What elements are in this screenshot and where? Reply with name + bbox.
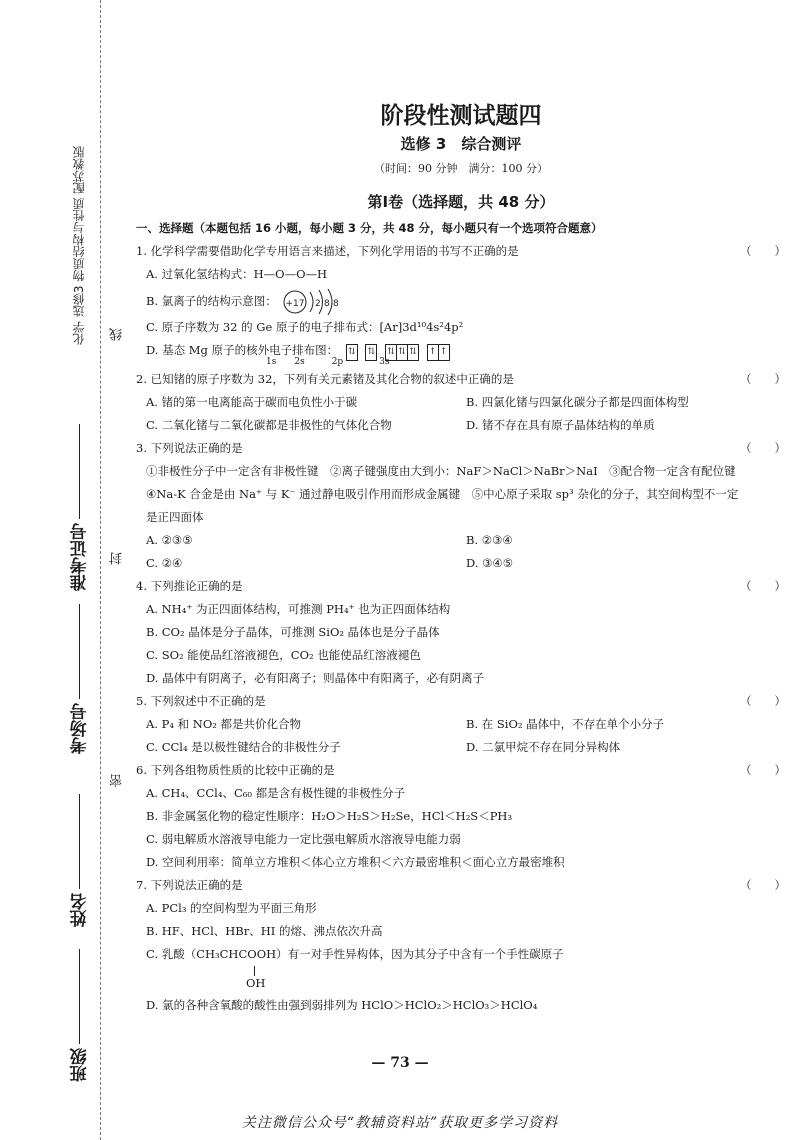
nucleus-charge: +17 (285, 299, 305, 309)
answer-blank[interactable]: （ ） (740, 579, 786, 593)
option-a: A. P₄ 和 NO₂ 都是共价化合物 (146, 717, 302, 731)
question-2 (136, 368, 786, 391)
option-d-text: D. 基态 Mg 原子的核外电子排布图： (146, 343, 339, 357)
question-stem: 6. 下列各组物质性质的比较中正确的是 (136, 763, 335, 777)
answer-blank[interactable]: （ ） (740, 694, 786, 708)
option-b: B. ②③④ (466, 533, 513, 547)
question-6 (136, 759, 786, 782)
exam-meta: （时间：90 分钟 满分：100 分） (374, 162, 548, 175)
chlorine-ion-diagram (282, 288, 342, 316)
page-subtitle: 选修 3 综合测评 (400, 135, 522, 153)
footer-note: 关注微信公众号“教辅资料站”获取更多学习资料 (241, 1115, 559, 1131)
question-stem: 3. 下列说法正确的是 (136, 441, 243, 455)
field-exam-id-label: 准考证号 (70, 523, 91, 591)
spine-text: 化学 选修3 物质结构与性质 配苏教版 (72, 145, 86, 345)
option-b-text: B. 氯离子的结构示意图： (146, 294, 277, 308)
field-class-label: 班级 (70, 1048, 91, 1082)
statement-line: 是正四面体 (146, 510, 204, 524)
field-exam-room-line[interactable] (80, 604, 81, 699)
page-title: 阶段性测试题四 (380, 103, 542, 129)
question-stem: 2. 已知锗的原子序数为 32，下列有关元素锗及其化合物的叙述中正确的是 (136, 372, 514, 386)
shell-3-count: 8 (333, 299, 340, 309)
option-d: D. ③④⑤ (466, 556, 514, 570)
field-exam-id-line[interactable] (80, 424, 81, 519)
question-5 (136, 690, 786, 713)
question-stem: 7. 下列说法正确的是 (136, 878, 243, 892)
option-b: B. CO₂ 晶体是分子晶体，可推测 SiO₂ 晶体也是分子晶体 (146, 625, 440, 639)
field-class-line[interactable] (80, 949, 81, 1044)
lactic-acid-oh-branch (136, 966, 786, 994)
option-b: B. HF、HCl、HBr、HI 的熔、沸点依次升高 (146, 924, 383, 938)
option-b (136, 286, 786, 316)
field-name-line[interactable] (80, 794, 81, 889)
answer-blank[interactable]: （ ） (740, 763, 786, 777)
option-b: B. 四氯化锗与四氯化碳分子都是四面体构型 (466, 395, 689, 409)
question-stem: 4. 下列推论正确的是 (136, 579, 243, 593)
option-c: C. 乳酸（CH₃CHCOOH）有一对手性异构体，因为其分子中含有一个手性碳原子 (146, 947, 564, 961)
seal-feng: 封 (110, 552, 125, 565)
section-heading: 一、选择题（本题包括 16 小题，每小题 3 分，共 48 分，每小题只有一个选项符合题意） (136, 221, 603, 235)
option-a: A. NH₄⁺ 为正四面体结构，可推测 PH₄⁺ 也为正四面体结构 (146, 602, 451, 616)
option-a: A. 过氧化氢结构式：H—O—O—H (146, 267, 328, 281)
orbital-1s: ⇅ (346, 344, 358, 361)
question-7 (136, 874, 786, 897)
oh-group: OH (246, 976, 266, 990)
option-a: A. 锗的第一电离能高于碳而电负性小于碳 (146, 395, 358, 409)
orbital-2s: ⇅ (365, 344, 377, 361)
option-c: C. 二氧化锗与二氧化碳都是非极性的气体化合物 (146, 418, 392, 432)
seal-mi: 密 (110, 774, 125, 787)
question-4 (136, 575, 786, 598)
atom-structure-icon (282, 288, 342, 316)
option-d: D. 晶体中有阴离子，必有阳离子；则晶体中有阳离子，必有阴离子 (146, 671, 485, 685)
orbital-labels: 1s 2s 2p 3s (266, 357, 390, 367)
statement-line: ④Na-K 合金是由 Na⁺ 与 K⁻ 通过静电吸引作用而形成金属键 ⑤中心原子采取 sp³ 杂化的分子，其空间构型不一定 (146, 487, 739, 501)
options-row (136, 414, 786, 437)
option-a: A. CH₄、CCl₄、C₆₀ 都是含有极性键的非极性分子 (146, 786, 406, 800)
option-a: A. PCl₃ 的空间构型为平面三角形 (146, 901, 317, 915)
field-exam-room-label: 考场号 (70, 703, 91, 754)
page-number: — 73 — (371, 1055, 429, 1071)
field-name-label: 姓名 (70, 893, 91, 927)
question-3 (136, 437, 786, 460)
bond-line (254, 966, 255, 976)
option-d: D. 氯的各种含氧酸的酸性由强到弱排列为 HClO＞HClO₂＞HClO₃＞HClO₄ (146, 998, 538, 1012)
binding-line (100, 0, 102, 1140)
options-row (136, 391, 786, 414)
orbital-3s: ↑ ↑ (427, 344, 450, 361)
option-d: D. 锗不存在具有原子晶体结构的单质 (466, 418, 655, 432)
question-stem: 5. 下列叙述中不正确的是 (136, 694, 266, 708)
options-row (136, 713, 786, 736)
field-exam-room (60, 600, 100, 754)
option-d: D. 空间利用率：简单立方堆积＜体心立方堆积＜六方最密堆积＜面心立方最密堆积 (146, 855, 565, 869)
option-c: C. 弱电解质水溶液导电能力一定比强电解质水溶液导电能力弱 (146, 832, 461, 846)
answer-blank[interactable]: （ ） (740, 878, 786, 892)
question-stem: 1. 化学科学需要借助化学专用语言来描述，下列化学用语的书写不正确的是 (136, 244, 519, 258)
options-row (136, 552, 786, 575)
exam-content (136, 95, 786, 1017)
statement-line: ①非极性分子中一定含有非极性键 ②离子键强度由大到小：NaF＞NaCl＞NaBr＞NaI ③配合物一定含有配位键 (146, 464, 736, 478)
options-row (136, 529, 786, 552)
seal-xian: 线 (110, 328, 125, 341)
shell-1-count: 2 (315, 299, 322, 309)
shell-2-count: 8 (324, 299, 331, 309)
field-name (60, 790, 100, 927)
option-d: D. 二氯甲烷不存在同分异构体 (466, 740, 621, 754)
option-c: C. 原子序数为 32 的 Ge 原子的电子排布式：[Ar]3d¹⁰4s²4p² (146, 320, 464, 334)
answer-blank[interactable]: （ ） (740, 244, 786, 258)
option-b: B. 在 SiO₂ 晶体中，不存在单个小分子 (466, 717, 665, 731)
volume-heading: 第Ⅰ卷（选择题，共 48 分） (367, 193, 555, 211)
field-exam-id (60, 420, 100, 591)
option-a: A. ②③⑤ (146, 533, 193, 547)
option-c: C. CCl₄ 是以极性键结合的非极性分子 (146, 740, 341, 754)
option-c: C. SO₂ 能使品红溶液褪色，CO₂ 也能使品红溶液褪色 (146, 648, 421, 662)
answer-blank[interactable]: （ ） (740, 372, 786, 386)
answer-blank[interactable]: （ ） (740, 441, 786, 455)
option-c: C. ②④ (146, 556, 183, 570)
option-b: B. 非金属氢化物的稳定性顺序：H₂O＞H₂S＞H₂Se，HCl＜H₂S＜PH₃ (146, 809, 513, 823)
question-1 (136, 240, 786, 263)
orbital-2p: ⇅ ⇅ ⇅ (385, 344, 419, 361)
options-row (136, 736, 786, 759)
